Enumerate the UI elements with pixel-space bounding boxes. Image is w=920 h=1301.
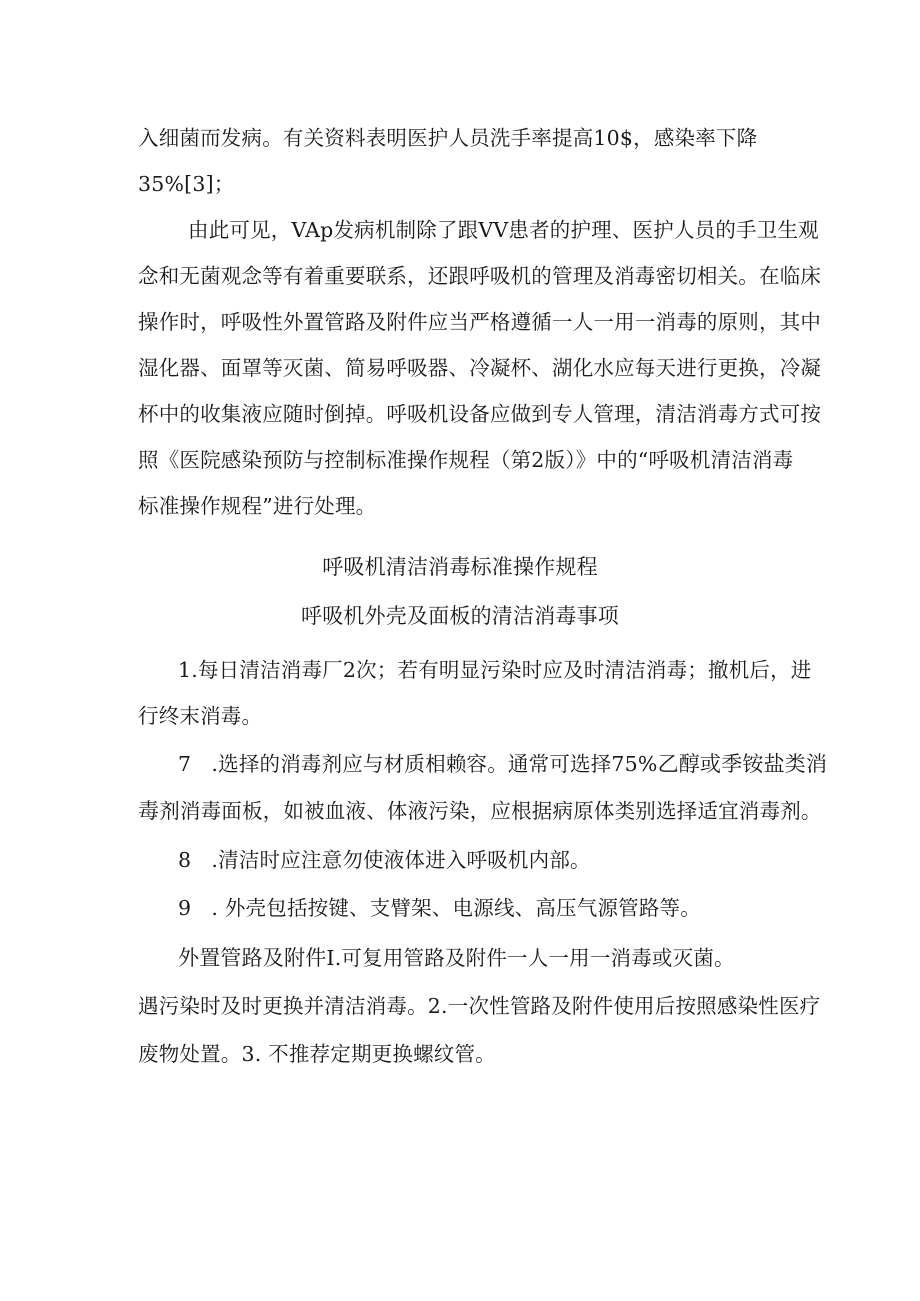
- paragraph-line: 35%[3]；: [138, 172, 235, 196]
- item-text: . 外壳包括按键、支臂架、电源线、高压气源管路等。: [211, 896, 701, 920]
- paragraph-line: 湿化器、面罩等灭菌、简易呼吸器、冷凝杯、湖化水应每天进行更换，冷凝: [138, 356, 822, 380]
- paragraph-line: 杯中的收集液应随时倒掉。呼吸机设备应做到专人管理，清洁消毒方式可按: [138, 402, 822, 426]
- list-item-line: 1.每日清洁消毒厂2次；若有明显污染时应及时清洁消毒；撤机后，进: [178, 658, 812, 682]
- item-number: 8: [178, 848, 192, 872]
- section-line: 废物处置。3. 不推荐定期更换螺纹管。: [138, 1042, 496, 1066]
- section-text: I.可复用管路及附件一人一用一消毒或灭菌。: [326, 946, 735, 970]
- section-heading: 呼吸机清洁消毒标准操作规程: [322, 555, 598, 579]
- list-item-line: [138, 797, 822, 825]
- paragraph-line: 入细菌而发病。有关资料表明医护人员洗手率提高10$，感染率下降: [138, 126, 758, 150]
- section-line: [178, 944, 735, 972]
- list-item-line: 行终末消毒。: [138, 704, 263, 728]
- item-text: .清洁时应注意勿使液体进入呼吸机内部。: [211, 848, 591, 872]
- item-text-sans: 乙醇或季铵盐类消: [657, 752, 828, 776]
- paragraph-line: 标准操作规程”进行处理。: [138, 494, 377, 518]
- subsection-heading: 呼吸机外壳及面板的清洁消毒事项: [301, 604, 619, 628]
- item-text: 剂消毒面板，如被血液、体液污染，应根据病原体类别选择适宜消毒剂。: [159, 799, 822, 823]
- item-text: .选择的消毒剂应与材质相赖容。通常可选择75%: [211, 752, 658, 776]
- paragraph-line: 照《医院感染预防与控制标准操作规程（第2版）》中的“呼吸机清洁消毒: [138, 448, 794, 472]
- item-text-sans: 毒: [138, 799, 160, 823]
- item-number: 9: [178, 896, 192, 920]
- item-number: 7: [178, 752, 192, 776]
- list-item-line: [178, 750, 827, 778]
- section-label: 外置管路及附件: [178, 946, 327, 970]
- list-item-line: [178, 846, 591, 874]
- paragraph-line: 由此可见，VAp发病机制除了跟VV患者的护理、医护人员的手卫生观: [188, 218, 819, 242]
- paragraph-line: 操作时，呼吸性外置管路及附件应当严格遵循一人一用一消毒的原则，其中: [138, 310, 822, 334]
- section-line: 遇污染时及时更换并清洁消毒。2.一次性管路及附件使用后按照感染性医疗: [138, 994, 821, 1018]
- paragraph-line: 念和无菌观念等有着重要联系，还跟呼吸机的管理及消毒密切相关。在临床: [138, 264, 822, 288]
- list-item-line: [178, 894, 701, 922]
